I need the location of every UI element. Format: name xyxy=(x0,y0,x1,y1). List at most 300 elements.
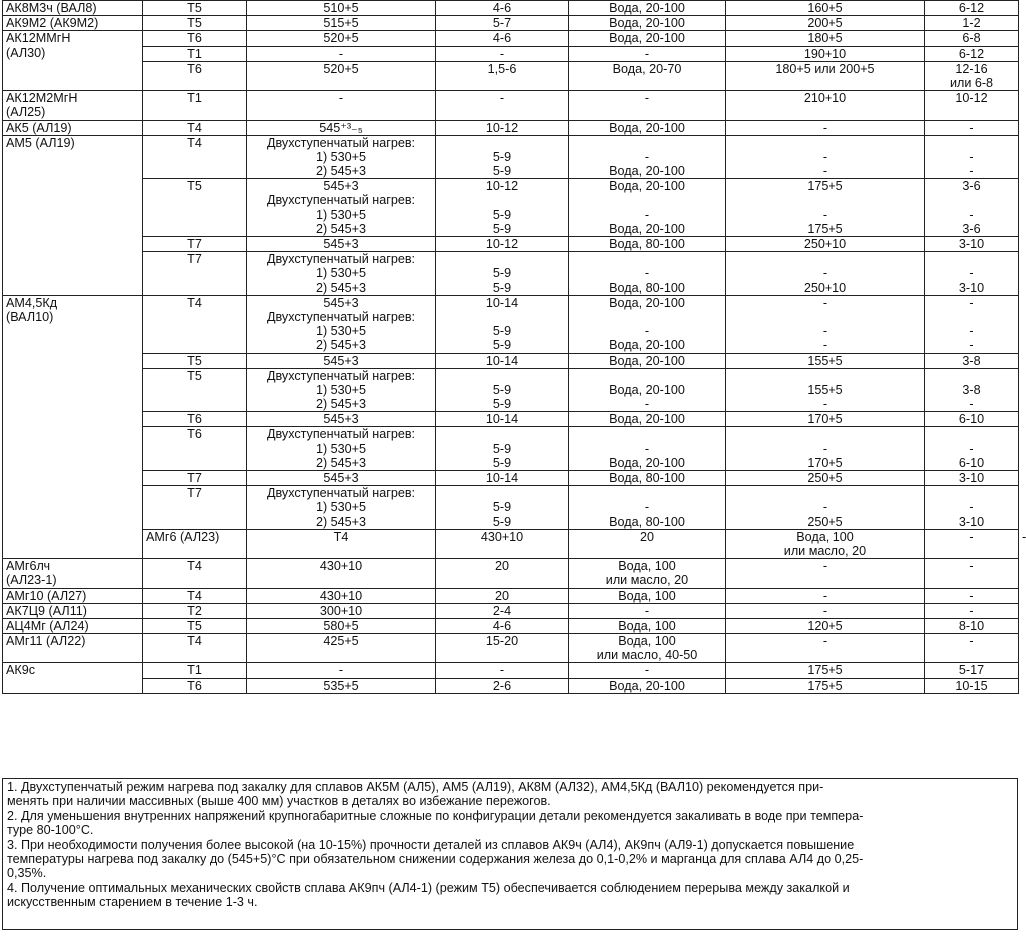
cell-line: 120+5 xyxy=(807,618,843,633)
aging-time-cell xyxy=(925,618,1019,633)
cell-line: - xyxy=(338,46,344,61)
quench-temp-cell xyxy=(247,618,436,633)
table-row xyxy=(3,559,1019,588)
cell-line: - xyxy=(969,634,974,649)
alloy-cell xyxy=(3,31,143,91)
cell-line: Вода, 20-100 xyxy=(609,295,685,310)
cell-line: Двухступенчатый нагрев: xyxy=(266,486,416,501)
cell-line: 510+5 xyxy=(323,1,359,15)
note-line: 0,35%. xyxy=(7,866,47,881)
cell-line: 535+5 xyxy=(323,678,359,693)
mode-cell xyxy=(143,603,247,618)
table-row xyxy=(3,618,1019,633)
aging-temp-cell xyxy=(726,353,925,368)
alloy-cell xyxy=(3,559,143,588)
hold-time-cell xyxy=(436,1,569,16)
cell-line: 515+5 xyxy=(323,16,359,31)
cell-line: 12-16 xyxy=(955,61,988,76)
cell-line: Вода, 100 xyxy=(618,634,676,649)
cell-line: 5-9 xyxy=(492,441,512,456)
cooling-cell xyxy=(569,634,726,663)
cell-line: АМг11 (АЛ22) xyxy=(6,634,86,649)
cell-line: 520+5 xyxy=(323,61,359,76)
cell-line: 160+5 xyxy=(807,1,843,15)
aging-temp-cell xyxy=(726,295,925,353)
cooling-cell xyxy=(569,31,726,46)
cell-line: 5-9 xyxy=(492,338,512,353)
cell-line: Вода, 20-100 xyxy=(609,412,685,427)
cell-line: 1) 530+5 xyxy=(315,207,367,222)
cell-line: - xyxy=(969,397,974,412)
alloy-cell xyxy=(3,16,143,31)
mode-cell xyxy=(143,1,247,16)
cell-line: Т7 xyxy=(187,486,202,501)
cell-line xyxy=(729,486,921,500)
cooling-cell xyxy=(569,663,726,678)
alloy-cell xyxy=(3,603,143,618)
cell-line: Вода, 20-100 xyxy=(609,382,685,397)
aging-temp-cell xyxy=(726,120,925,135)
cell-line: 1) 530+5 xyxy=(315,324,367,339)
hold-time-cell xyxy=(436,559,569,588)
quench-temp-cell xyxy=(436,529,569,558)
mode-cell xyxy=(143,31,247,46)
alloy-cell xyxy=(3,588,143,603)
cell-line: 1,5-6 xyxy=(487,61,517,76)
cell-line: АК9с xyxy=(6,663,36,678)
cell-line: Вода, 80-100 xyxy=(609,471,685,485)
quench-temp-cell xyxy=(247,559,436,588)
cell-line xyxy=(729,310,921,324)
cell-line: 4-6 xyxy=(492,618,512,633)
aging-time-cell xyxy=(925,588,1019,603)
table-row xyxy=(3,427,1019,471)
mode-cell xyxy=(143,46,247,61)
cell-line: - xyxy=(969,324,974,339)
cell-line: 155+5 xyxy=(807,353,843,368)
aging-temp-cell xyxy=(726,634,925,663)
cell-line xyxy=(439,427,565,441)
cell-line: Двухступенчатый нагрев: xyxy=(266,309,416,324)
cell-line: - xyxy=(644,91,650,106)
cell-line: Т6 xyxy=(187,61,202,76)
cell-line: 190+10 xyxy=(803,46,847,61)
cell-line: 6-12 xyxy=(958,46,985,61)
cell-line: - xyxy=(644,266,650,281)
cell-line: (АЛ23-1) xyxy=(6,573,57,588)
cell-line: АК12М2МгН xyxy=(6,91,78,106)
aging-temp-cell xyxy=(726,16,925,31)
cell-line xyxy=(928,427,1015,441)
cell-line: 10-14 xyxy=(485,353,519,368)
cell-line: Вода, 100 xyxy=(618,559,676,574)
notes-block xyxy=(2,778,1018,930)
cell-line: - xyxy=(338,91,344,106)
cell-line: 10-15 xyxy=(955,678,988,693)
cell-line xyxy=(572,252,722,266)
aging-time-cell xyxy=(925,252,1019,296)
table-row xyxy=(3,1,1019,16)
aging-time-cell xyxy=(925,1,1019,16)
cell-line: 5-9 xyxy=(492,455,512,470)
cooling-cell xyxy=(569,61,726,90)
cell-line: 4-6 xyxy=(492,1,512,15)
aging-temp-cell xyxy=(726,559,925,588)
aging-temp-cell xyxy=(726,46,925,61)
aging-temp-cell xyxy=(726,135,925,179)
cell-line xyxy=(928,193,1015,207)
hold-time-cell xyxy=(436,295,569,353)
aging-temp-cell xyxy=(726,603,925,618)
mode-cell xyxy=(143,471,247,486)
cell-line: 8-10 xyxy=(958,618,985,633)
cell-line: - xyxy=(822,149,828,164)
cell-line: - xyxy=(969,266,974,281)
aging-time-cell xyxy=(925,634,1019,663)
cell-line: - xyxy=(644,663,650,678)
cell-line: - xyxy=(644,46,650,61)
aging-temp-cell xyxy=(726,486,925,530)
cell-line: Двухступенчатый нагрев: xyxy=(266,135,416,150)
cooling-cell xyxy=(569,559,726,588)
cell-line: 6-8 xyxy=(962,31,981,46)
table-row xyxy=(3,412,1019,427)
table-row xyxy=(3,471,1019,486)
alloy-cell xyxy=(3,1,143,16)
cell-line: Вода, 20-100 xyxy=(609,31,685,46)
cell-line: 545+3 xyxy=(323,471,359,485)
quench-temp-cell xyxy=(247,16,436,31)
cell-line: 2) 545+3 xyxy=(315,164,367,179)
quench-temp-cell xyxy=(247,588,436,603)
cell-line: АМг6 (АЛ23) xyxy=(146,529,220,544)
quench-temp-cell xyxy=(247,135,436,179)
aging-time-cell xyxy=(925,237,1019,252)
mode-cell xyxy=(143,634,247,663)
mode-cell xyxy=(143,663,247,678)
alloy-cell xyxy=(3,663,143,693)
cell-line: - xyxy=(969,338,974,353)
cell-line: - xyxy=(822,441,828,456)
cell-line: 3-10 xyxy=(958,237,985,251)
hold-time-cell xyxy=(436,663,569,678)
cell-line: - xyxy=(969,441,974,456)
cell-line: 180+5 или 200+5 xyxy=(775,61,875,76)
cell-line: 3-10 xyxy=(958,280,985,295)
table-row xyxy=(3,486,1019,530)
mode-cell xyxy=(143,412,247,427)
note-line: 2. Для уменьшения внутренних напряжений крупногабаритные сложные по конфигурации детали рекомендуется закаливать в воде при темпера- xyxy=(7,808,864,823)
cell-line: Вода, 20-100 xyxy=(609,353,685,368)
cell-line xyxy=(572,193,722,207)
cell-line: 175+5 xyxy=(807,663,843,678)
mode-cell xyxy=(143,353,247,368)
hold-time-cell xyxy=(436,634,569,663)
cell-line: Т6 xyxy=(187,31,202,46)
table-row: АМг6 (АЛ23) Т4 430+10 20 Вода, 100 или масло, 20 - - xyxy=(3,529,1019,558)
cell-line: Двухступенчатый нагрев: xyxy=(266,252,416,267)
cell-line: 430+10 xyxy=(480,529,524,544)
hold-time-cell xyxy=(436,46,569,61)
aging-time-cell xyxy=(925,31,1019,46)
cell-line: Вода, 20-100 xyxy=(609,338,685,353)
table-row xyxy=(3,135,1019,179)
quench-temp-cell xyxy=(247,237,436,252)
alloy-cell xyxy=(3,120,143,135)
aging-time-cell xyxy=(925,471,1019,486)
hold-time-cell xyxy=(436,120,569,135)
mode-cell xyxy=(143,135,247,179)
cell-line: 1) 530+5 xyxy=(315,441,367,456)
mode-cell xyxy=(143,486,247,530)
cell-line: - xyxy=(644,603,650,618)
cell-line: 2) 545+3 xyxy=(315,514,367,529)
mode-cell xyxy=(143,91,247,120)
cell-line: 10-12 xyxy=(485,120,519,135)
cell-line xyxy=(572,310,722,324)
cell-line xyxy=(439,369,565,383)
cell-line: АМг6лч xyxy=(6,559,51,574)
cell-line: 2) 545+3 xyxy=(315,397,367,412)
cell-line: Вода, 20-100 xyxy=(609,120,685,135)
cooling-cell xyxy=(569,412,726,427)
cell-line: 250+10 xyxy=(803,280,847,295)
cell-line: - xyxy=(969,149,974,164)
cell-line xyxy=(729,193,921,207)
aging-temp-cell xyxy=(726,1,925,16)
cell-line: - xyxy=(644,397,650,412)
aging-temp-cell xyxy=(726,252,925,296)
cell-line: 3-6 xyxy=(962,221,981,236)
aging-time-cell xyxy=(925,427,1019,471)
cell-line: АК12ММгН xyxy=(6,31,71,46)
hold-time-cell xyxy=(436,179,569,237)
cell-line: Т4 xyxy=(187,120,202,135)
cooling-cell xyxy=(569,603,726,618)
hold-time-cell xyxy=(436,353,569,368)
cell-line xyxy=(439,252,565,266)
cell-line: Вода, 20-100 xyxy=(609,179,685,194)
quench-temp-cell xyxy=(247,603,436,618)
cooling-cell xyxy=(569,46,726,61)
cell-line: Т6 xyxy=(187,427,202,442)
mode-cell xyxy=(143,237,247,252)
cell-line: 545⁺³₋₅ xyxy=(319,120,363,135)
mode-cell xyxy=(143,588,247,603)
table-row xyxy=(3,61,1019,90)
cell-line xyxy=(572,427,722,441)
cell-line: Т1 xyxy=(187,46,202,61)
cell-line: - xyxy=(969,588,974,603)
table-row xyxy=(3,120,1019,135)
hold-time-cell xyxy=(436,486,569,530)
cell-line: 1) 530+5 xyxy=(315,500,367,515)
cell-line: Т4 xyxy=(187,295,202,310)
cell-line: 180+5 xyxy=(807,31,843,46)
cell-line xyxy=(572,369,722,383)
note-line: менять при наличии массивных (выше 400 мм) участков в деталях во избежание пережогов. xyxy=(7,794,551,809)
aging-time-cell xyxy=(925,368,1019,412)
cell-line: - xyxy=(644,500,650,515)
cooling-cell xyxy=(569,678,726,693)
aging-time-cell xyxy=(925,91,1019,120)
table-row xyxy=(3,237,1019,252)
quench-temp-cell xyxy=(247,295,436,353)
aging-temp-cell xyxy=(726,368,925,412)
cell-line: 5-9 xyxy=(492,207,512,222)
table-body xyxy=(3,1,1026,694)
cell-line: - xyxy=(822,603,828,618)
aging-temp-cell xyxy=(726,91,925,120)
cell-line: 3-8 xyxy=(962,382,981,397)
cell-line: 20 xyxy=(639,529,654,544)
cell-line: АМг10 (АЛ27) xyxy=(6,588,87,603)
quench-temp-cell xyxy=(247,353,436,368)
cell-line: - xyxy=(822,559,828,574)
quench-temp-cell xyxy=(247,1,436,16)
cell-line: - xyxy=(822,397,828,412)
hold-time-cell xyxy=(436,588,569,603)
table-row xyxy=(3,16,1019,31)
cell-line: 5-9 xyxy=(492,280,512,295)
cell-line: 5-9 xyxy=(492,500,512,515)
aging-time-cell xyxy=(925,603,1019,618)
cell-line: - xyxy=(822,500,828,515)
cell-line: - xyxy=(644,441,650,456)
cell-line: Вода, 20-100 xyxy=(609,455,685,470)
cell-line: - xyxy=(822,266,828,281)
mode-cell xyxy=(143,618,247,633)
cell-line: Вода, 100 xyxy=(618,588,676,603)
note-line: искусственным старением в течение 1-3 ч. xyxy=(7,895,258,910)
table-row xyxy=(3,252,1019,296)
cell-line: 20 xyxy=(494,559,509,574)
cell-line: 580+5 xyxy=(323,618,359,633)
cell-line: 15-20 xyxy=(485,634,519,649)
quench-temp-cell xyxy=(247,471,436,486)
cell-line xyxy=(729,136,921,150)
aging-time-cell xyxy=(925,61,1019,90)
cooling-cell xyxy=(569,16,726,31)
cell-line xyxy=(928,252,1015,266)
cell-line: Т1 xyxy=(187,91,202,106)
cell-line: Вода, 20-100 xyxy=(609,1,685,15)
cell-line: 6-10 xyxy=(958,412,985,427)
cell-line: 210+10 xyxy=(803,91,847,106)
cell-line: Т7 xyxy=(187,252,202,267)
alloy-cell xyxy=(3,135,143,295)
cell-line: 545+3 xyxy=(323,237,359,251)
cell-line: - xyxy=(822,588,828,603)
cell-line: 175+5 xyxy=(807,221,843,236)
aging-temp-cell xyxy=(726,588,925,603)
cell-line: 155+5 xyxy=(807,382,843,397)
quench-temp-cell xyxy=(247,486,436,530)
aging-temp-cell xyxy=(726,412,925,427)
cell-line: 2-6 xyxy=(492,678,512,693)
cell-line: - xyxy=(969,603,974,618)
hold-time-cell xyxy=(436,678,569,693)
cell-line: - xyxy=(969,559,974,574)
cell-line: 10-12 xyxy=(955,91,988,106)
cell-line: - xyxy=(969,164,974,179)
alloy-cell xyxy=(3,295,143,558)
cooling-cell xyxy=(569,120,726,135)
cell-line xyxy=(729,369,921,383)
cooling-cell xyxy=(569,237,726,252)
cell-line: 545+3 xyxy=(323,295,359,310)
cell-line: Т4 xyxy=(187,135,202,150)
quench-temp-cell xyxy=(247,91,436,120)
table-row xyxy=(3,46,1019,61)
cell-line: 5-9 xyxy=(492,221,512,236)
hold-time-cell xyxy=(436,91,569,120)
cell-line: - xyxy=(822,207,828,222)
cell-line: - xyxy=(969,500,974,515)
cell-line: Вода, 20-100 xyxy=(609,678,685,693)
cooling-cell xyxy=(569,252,726,296)
cell-line: 20 xyxy=(494,588,509,603)
hold-time-cell xyxy=(436,412,569,427)
aging-temp-cell xyxy=(726,663,925,678)
cell-line: 10-12 xyxy=(485,237,519,251)
hold-time-cell xyxy=(436,427,569,471)
cell-line: - xyxy=(822,338,828,353)
table-row xyxy=(3,31,1019,46)
cooling-cell xyxy=(569,179,726,237)
quench-temp-cell xyxy=(247,427,436,471)
cell-line: 10-14 xyxy=(485,412,519,427)
cell-line: 5-9 xyxy=(492,397,512,412)
quench-temp-cell xyxy=(247,31,436,46)
cooling-cell xyxy=(569,471,726,486)
cell-line: 250+10 xyxy=(803,237,847,251)
note-line: туре 80-100°С. xyxy=(7,823,94,838)
cooling-cell xyxy=(569,368,726,412)
table-row xyxy=(3,634,1019,663)
cell-line: 175+5 xyxy=(807,678,843,693)
note-line: температуры нагрева под закалку до (545+5)°С при обязательном снижении содержания железа до 0,1-0,2% и марганца для сплава АЛ4 до 0,25- xyxy=(7,852,864,867)
cell-line: 3-10 xyxy=(958,471,985,485)
cell-line: АЦ4Мг (АЛ24) xyxy=(6,618,89,633)
cell-line: - xyxy=(822,324,828,339)
hold-time-cell xyxy=(436,252,569,296)
hold-time-cell xyxy=(436,471,569,486)
cell-line: 3-10 xyxy=(958,514,985,529)
note-line: 3. При необходимости получения более высокой (на 10-15%) прочности деталей из сплавов АК9ч (АЛ4), АК9пч (АЛ9-1) допускается повышение xyxy=(7,837,855,852)
aging-time-cell xyxy=(925,486,1019,530)
cell-line: АМ4,5Кд xyxy=(6,295,58,310)
cell-line: Вода, 20-100 xyxy=(609,16,685,31)
cell-line: 3-8 xyxy=(962,353,981,368)
cell-line: 6-12 xyxy=(958,1,985,15)
mode-cell xyxy=(143,678,247,693)
cell-line: Двухступенчатый нагрев: xyxy=(266,193,416,208)
cell-line: - xyxy=(499,91,505,106)
hold-time-cell xyxy=(436,618,569,633)
table-row xyxy=(3,353,1019,368)
aging-temp-cell xyxy=(925,529,1019,558)
cell-line: Вода, 80-100 xyxy=(609,237,685,251)
cell-line: (АЛ30) xyxy=(6,45,46,60)
cell-line: 200+5 xyxy=(807,16,843,31)
cell-line: АК8М3ч (ВАЛ8) xyxy=(6,1,97,15)
cooling-cell xyxy=(569,353,726,368)
hold-time-cell xyxy=(436,31,569,46)
cell-line: 2) 545+3 xyxy=(315,221,367,236)
cell-line: Т4 xyxy=(187,559,202,574)
cell-line: Т4 xyxy=(333,529,349,544)
